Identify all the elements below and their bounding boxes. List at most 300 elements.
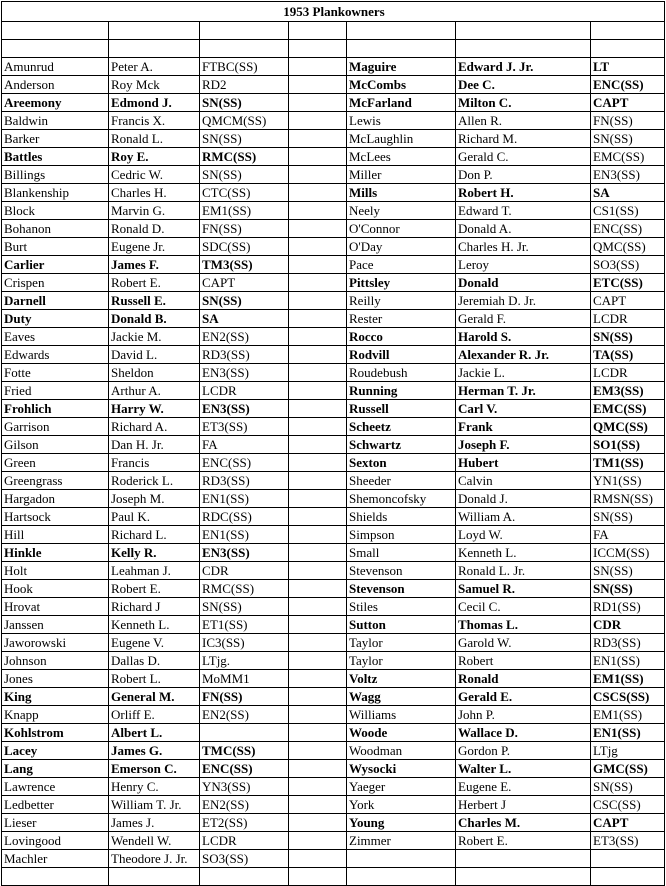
- right-rate: [591, 850, 665, 868]
- left-rate: EN2(SS): [200, 328, 289, 346]
- spacer-cell: [289, 112, 347, 130]
- right-rate: CAPT: [591, 814, 665, 832]
- right-last-name: Young: [347, 814, 456, 832]
- spacer-cell: [289, 670, 347, 688]
- table-row: [2, 328, 665, 346]
- left-last-name: Hrovat: [2, 598, 109, 616]
- right-rate: SA: [591, 184, 665, 202]
- right-rate: EN3(SS): [591, 166, 665, 184]
- left-rate: CTC(SS): [200, 184, 289, 202]
- right-rate: SN(SS): [591, 580, 665, 598]
- right-rate: SO1(SS): [591, 436, 665, 454]
- left-last-name: King: [2, 688, 109, 706]
- right-rate: CAPT: [591, 292, 665, 310]
- right-first-name: Calvin: [456, 472, 591, 490]
- right-first-name: Ronald: [456, 670, 591, 688]
- spacer-cell: [289, 220, 347, 238]
- spacer-cell: [289, 472, 347, 490]
- right-last-name: Sheeder: [347, 472, 456, 490]
- left-last-name: Barker: [2, 130, 109, 148]
- left-first-name: Russell E.: [109, 292, 200, 310]
- right-last-name: Pittsley: [347, 274, 456, 292]
- right-last-name: Sexton: [347, 454, 456, 472]
- left-rate: SN(SS): [200, 130, 289, 148]
- right-last-name: O'Day: [347, 238, 456, 256]
- left-first-name: James G.: [109, 742, 200, 760]
- table-title: 1953 Plankowners: [2, 2, 665, 22]
- right-rate: FN(SS): [591, 112, 665, 130]
- left-rate: RD2: [200, 76, 289, 94]
- table-row: [2, 598, 665, 616]
- left-last-name: Baldwin: [2, 112, 109, 130]
- spacer-cell: [289, 256, 347, 274]
- right-first-name: Cecil C.: [456, 598, 591, 616]
- left-first-name: Albert L.: [109, 724, 200, 742]
- spacer-cell: [289, 292, 347, 310]
- empty-cell: [200, 22, 289, 40]
- table-row: [2, 508, 665, 526]
- left-rate: [200, 868, 289, 886]
- left-first-name: Charles H.: [109, 184, 200, 202]
- left-rate: ET1(SS): [200, 616, 289, 634]
- right-last-name: Stevenson: [347, 562, 456, 580]
- right-first-name: Robert E.: [456, 832, 591, 850]
- empty-cell: [2, 40, 109, 58]
- table-row: [2, 868, 665, 886]
- left-rate: QMCM(SS): [200, 112, 289, 130]
- spacer-cell: [289, 508, 347, 526]
- right-first-name: Leroy: [456, 256, 591, 274]
- table-row: [2, 490, 665, 508]
- right-rate: YN1(SS): [591, 472, 665, 490]
- left-last-name: Knapp: [2, 706, 109, 724]
- table-row: [2, 76, 665, 94]
- right-first-name: Gerald C.: [456, 148, 591, 166]
- right-last-name: Mills: [347, 184, 456, 202]
- left-last-name: Amunrud: [2, 58, 109, 76]
- spacer-cell: [289, 436, 347, 454]
- right-rate: CDR: [591, 616, 665, 634]
- spacer-cell: [289, 202, 347, 220]
- right-rate: CAPT: [591, 94, 665, 112]
- table-row: [2, 454, 665, 472]
- left-last-name: Ledbetter: [2, 796, 109, 814]
- spacer-cell: [289, 130, 347, 148]
- spacer-cell: [289, 562, 347, 580]
- table-row: [2, 184, 665, 202]
- right-first-name: Gerald F.: [456, 310, 591, 328]
- left-rate: EN3(SS): [200, 364, 289, 382]
- roster-body: [2, 2, 665, 886]
- left-rate: SA: [200, 310, 289, 328]
- table-row: [2, 688, 665, 706]
- right-last-name: Shemoncofsky: [347, 490, 456, 508]
- right-rate: CS1(SS): [591, 202, 665, 220]
- left-first-name: Roy E.: [109, 148, 200, 166]
- table-row: [2, 310, 665, 328]
- left-last-name: Carlier: [2, 256, 109, 274]
- left-last-name: Hargadon: [2, 490, 109, 508]
- right-first-name: Charles H. Jr.: [456, 238, 591, 256]
- spacer-cell: [289, 454, 347, 472]
- empty-cell: [591, 22, 665, 40]
- right-rate: LTjg: [591, 742, 665, 760]
- table-row: [2, 346, 665, 364]
- left-last-name: Lang: [2, 760, 109, 778]
- left-last-name: Greengrass: [2, 472, 109, 490]
- table-row: [2, 436, 665, 454]
- left-first-name: Roderick L.: [109, 472, 200, 490]
- left-last-name: Hinkle: [2, 544, 109, 562]
- spacer-cell: [289, 76, 347, 94]
- right-last-name: Pace: [347, 256, 456, 274]
- spacer-cell: [289, 58, 347, 76]
- right-rate: ET3(SS): [591, 832, 665, 850]
- right-first-name: John P.: [456, 706, 591, 724]
- empty-cell: [289, 22, 347, 40]
- right-first-name: Walter L.: [456, 760, 591, 778]
- left-rate: EN1(SS): [200, 526, 289, 544]
- table-row: [2, 238, 665, 256]
- left-rate: FN(SS): [200, 688, 289, 706]
- left-last-name: Crispen: [2, 274, 109, 292]
- spacer-cell: [289, 652, 347, 670]
- spacer-cell: [289, 238, 347, 256]
- left-first-name: Francis X.: [109, 112, 200, 130]
- left-rate: FTBC(SS): [200, 58, 289, 76]
- right-rate: EM1(SS): [591, 670, 665, 688]
- table-row: [2, 652, 665, 670]
- right-first-name: Dee C.: [456, 76, 591, 94]
- right-first-name: Donald: [456, 274, 591, 292]
- table-row: [2, 274, 665, 292]
- right-first-name: Joseph F.: [456, 436, 591, 454]
- left-last-name: Kohlstrom: [2, 724, 109, 742]
- right-first-name: Wallace D.: [456, 724, 591, 742]
- left-first-name: Richard J: [109, 598, 200, 616]
- left-last-name: Lacey: [2, 742, 109, 760]
- table-row: [2, 112, 665, 130]
- table-row: [2, 526, 665, 544]
- left-rate: CDR: [200, 562, 289, 580]
- right-rate: ENC(SS): [591, 76, 665, 94]
- table-row: [2, 166, 665, 184]
- right-last-name: Wagg: [347, 688, 456, 706]
- left-first-name: [109, 868, 200, 886]
- empty-cell: [456, 40, 591, 58]
- spacer-cell: [289, 706, 347, 724]
- table-row: [2, 364, 665, 382]
- left-rate: SN(SS): [200, 292, 289, 310]
- table-row: [2, 544, 665, 562]
- left-first-name: Emerson C.: [109, 760, 200, 778]
- right-last-name: [347, 850, 456, 868]
- right-last-name: Roudebush: [347, 364, 456, 382]
- right-first-name: [456, 868, 591, 886]
- left-first-name: Peter A.: [109, 58, 200, 76]
- left-last-name: Edwards: [2, 346, 109, 364]
- right-first-name: Frank: [456, 418, 591, 436]
- right-rate: LCDR: [591, 364, 665, 382]
- spacer-cell: [289, 274, 347, 292]
- right-last-name: Running: [347, 382, 456, 400]
- left-rate: ET2(SS): [200, 814, 289, 832]
- right-rate: LCDR: [591, 310, 665, 328]
- left-first-name: Donald B.: [109, 310, 200, 328]
- left-last-name: Garrison: [2, 418, 109, 436]
- header-spacer-row: [2, 40, 665, 58]
- left-rate: EM1(SS): [200, 202, 289, 220]
- right-first-name: Edward J. Jr.: [456, 58, 591, 76]
- left-first-name: Ronald D.: [109, 220, 200, 238]
- left-last-name: [2, 868, 109, 886]
- left-last-name: Fried: [2, 382, 109, 400]
- right-last-name: Taylor: [347, 634, 456, 652]
- left-last-name: Holt: [2, 562, 109, 580]
- empty-cell: [109, 22, 200, 40]
- table-row: [2, 148, 665, 166]
- left-rate: TMC(SS): [200, 742, 289, 760]
- right-last-name: Woodman: [347, 742, 456, 760]
- table-row: [2, 616, 665, 634]
- empty-cell: [2, 22, 109, 40]
- spacer-cell: [289, 634, 347, 652]
- right-rate: CSC(SS): [591, 796, 665, 814]
- left-rate: CAPT: [200, 274, 289, 292]
- left-first-name: Dallas D.: [109, 652, 200, 670]
- spacer-cell: [289, 814, 347, 832]
- left-rate: EN3(SS): [200, 544, 289, 562]
- left-last-name: Darnell: [2, 292, 109, 310]
- spacer-cell: [289, 148, 347, 166]
- empty-cell: [591, 40, 665, 58]
- left-last-name: Burt: [2, 238, 109, 256]
- empty-cell: [200, 40, 289, 58]
- table-row: [2, 778, 665, 796]
- left-rate: MoMM1: [200, 670, 289, 688]
- right-rate: QMC(SS): [591, 238, 665, 256]
- right-first-name: Kenneth L.: [456, 544, 591, 562]
- table-row: [2, 742, 665, 760]
- left-last-name: Jaworowski: [2, 634, 109, 652]
- spacer-cell: [289, 544, 347, 562]
- spacer-cell: [289, 94, 347, 112]
- right-last-name: Voltz: [347, 670, 456, 688]
- right-rate: [591, 868, 665, 886]
- header-spacer-row: [2, 22, 665, 40]
- right-rate: ENC(SS): [591, 220, 665, 238]
- left-first-name: Roy Mck: [109, 76, 200, 94]
- right-first-name: Eugene E.: [456, 778, 591, 796]
- right-last-name: McFarland: [347, 94, 456, 112]
- right-first-name: Gerald E.: [456, 688, 591, 706]
- left-rate: EN2(SS): [200, 706, 289, 724]
- left-rate: EN1(SS): [200, 490, 289, 508]
- spacer-cell: [289, 832, 347, 850]
- right-last-name: McLaughlin: [347, 130, 456, 148]
- table-row: [2, 418, 665, 436]
- right-last-name: Stevenson: [347, 580, 456, 598]
- left-first-name: Eugene Jr.: [109, 238, 200, 256]
- left-first-name: Kenneth L.: [109, 616, 200, 634]
- left-rate: SDC(SS): [200, 238, 289, 256]
- spacer-cell: [289, 616, 347, 634]
- right-rate: EMC(SS): [591, 400, 665, 418]
- right-rate: ETC(SS): [591, 274, 665, 292]
- right-first-name: Donald A.: [456, 220, 591, 238]
- spacer-cell: [289, 778, 347, 796]
- left-last-name: Hartsock: [2, 508, 109, 526]
- table-row: [2, 814, 665, 832]
- spacer-cell: [289, 400, 347, 418]
- right-last-name: Small: [347, 544, 456, 562]
- spacer-cell: [289, 760, 347, 778]
- spacer-cell: [289, 328, 347, 346]
- right-first-name: Gordon P.: [456, 742, 591, 760]
- right-first-name: Herbert J: [456, 796, 591, 814]
- right-first-name: William A.: [456, 508, 591, 526]
- table-row: [2, 850, 665, 868]
- right-last-name: Rodvill: [347, 346, 456, 364]
- left-first-name: William T. Jr.: [109, 796, 200, 814]
- table-row: [2, 130, 665, 148]
- right-first-name: Ronald L. Jr.: [456, 562, 591, 580]
- empty-cell: [109, 40, 200, 58]
- spacer-cell: [289, 418, 347, 436]
- left-last-name: Lawrence: [2, 778, 109, 796]
- table-row: [2, 796, 665, 814]
- right-last-name: York: [347, 796, 456, 814]
- right-first-name: [456, 850, 591, 868]
- spacer-cell: [289, 598, 347, 616]
- table-row: [2, 472, 665, 490]
- right-rate: EMC(SS): [591, 148, 665, 166]
- left-last-name: Areemony: [2, 94, 109, 112]
- table-row: [2, 832, 665, 850]
- spacer-cell: [289, 724, 347, 742]
- right-last-name: Schwartz: [347, 436, 456, 454]
- left-first-name: Paul K.: [109, 508, 200, 526]
- right-last-name: Reilly: [347, 292, 456, 310]
- right-last-name: Maguire: [347, 58, 456, 76]
- right-rate: SO3(SS): [591, 256, 665, 274]
- right-first-name: Don P.: [456, 166, 591, 184]
- spacer-cell: [289, 868, 347, 886]
- right-rate: TM1(SS): [591, 454, 665, 472]
- left-first-name: Dan H. Jr.: [109, 436, 200, 454]
- spacer-cell: [289, 364, 347, 382]
- right-last-name: Rester: [347, 310, 456, 328]
- right-last-name: McLees: [347, 148, 456, 166]
- right-rate: EM1(SS): [591, 706, 665, 724]
- empty-cell: [289, 40, 347, 58]
- right-first-name: Thomas L.: [456, 616, 591, 634]
- table-row: [2, 760, 665, 778]
- left-last-name: Blankenship: [2, 184, 109, 202]
- right-last-name: [347, 868, 456, 886]
- left-first-name: Theodore J. Jr.: [109, 850, 200, 868]
- right-last-name: Simpson: [347, 526, 456, 544]
- left-last-name: Billings: [2, 166, 109, 184]
- left-last-name: Jones: [2, 670, 109, 688]
- right-rate: CSCS(SS): [591, 688, 665, 706]
- right-rate: SN(SS): [591, 130, 665, 148]
- left-first-name: Cedric W.: [109, 166, 200, 184]
- right-first-name: Richard M.: [456, 130, 591, 148]
- left-first-name: General M.: [109, 688, 200, 706]
- left-rate: SN(SS): [200, 166, 289, 184]
- right-first-name: Garold W.: [456, 634, 591, 652]
- right-first-name: Edward T.: [456, 202, 591, 220]
- table-row: [2, 256, 665, 274]
- left-rate: EN2(SS): [200, 796, 289, 814]
- right-rate: LT: [591, 58, 665, 76]
- right-rate: TA(SS): [591, 346, 665, 364]
- left-first-name: Edmond J.: [109, 94, 200, 112]
- left-first-name: Robert E.: [109, 580, 200, 598]
- right-rate: GMC(SS): [591, 760, 665, 778]
- left-first-name: Eugene V.: [109, 634, 200, 652]
- left-rate: [200, 724, 289, 742]
- right-last-name: Zimmer: [347, 832, 456, 850]
- right-first-name: Samuel R.: [456, 580, 591, 598]
- right-rate: SN(SS): [591, 328, 665, 346]
- right-first-name: Carl V.: [456, 400, 591, 418]
- right-first-name: Allen R.: [456, 112, 591, 130]
- left-last-name: Battles: [2, 148, 109, 166]
- left-first-name: Robert E.: [109, 274, 200, 292]
- right-last-name: Scheetz: [347, 418, 456, 436]
- right-first-name: Donald J.: [456, 490, 591, 508]
- right-last-name: Neely: [347, 202, 456, 220]
- table-row: [2, 724, 665, 742]
- right-rate: SN(SS): [591, 778, 665, 796]
- right-last-name: Yaeger: [347, 778, 456, 796]
- right-first-name: Hubert: [456, 454, 591, 472]
- right-last-name: McCombs: [347, 76, 456, 94]
- left-last-name: Lieser: [2, 814, 109, 832]
- left-rate: RD3(SS): [200, 346, 289, 364]
- left-first-name: Orliff E.: [109, 706, 200, 724]
- table-row: [2, 634, 665, 652]
- right-rate: RD1(SS): [591, 598, 665, 616]
- table-row: [2, 706, 665, 724]
- right-first-name: Robert H.: [456, 184, 591, 202]
- left-rate: ENC(SS): [200, 760, 289, 778]
- left-first-name: Ronald L.: [109, 130, 200, 148]
- right-rate: RD3(SS): [591, 634, 665, 652]
- right-rate: EM3(SS): [591, 382, 665, 400]
- left-first-name: David L.: [109, 346, 200, 364]
- left-rate: FA: [200, 436, 289, 454]
- table-row: [2, 94, 665, 112]
- spacer-cell: [289, 850, 347, 868]
- left-rate: RDC(SS): [200, 508, 289, 526]
- spacer-cell: [289, 688, 347, 706]
- table-row: [2, 58, 665, 76]
- left-first-name: Francis: [109, 454, 200, 472]
- right-rate: SN(SS): [591, 508, 665, 526]
- left-rate: SN(SS): [200, 94, 289, 112]
- right-first-name: Herman T. Jr.: [456, 382, 591, 400]
- left-rate: SN(SS): [200, 598, 289, 616]
- empty-cell: [456, 22, 591, 40]
- right-last-name: Lewis: [347, 112, 456, 130]
- left-rate: LCDR: [200, 382, 289, 400]
- right-last-name: Stiles: [347, 598, 456, 616]
- empty-cell: [347, 22, 456, 40]
- left-rate: ET3(SS): [200, 418, 289, 436]
